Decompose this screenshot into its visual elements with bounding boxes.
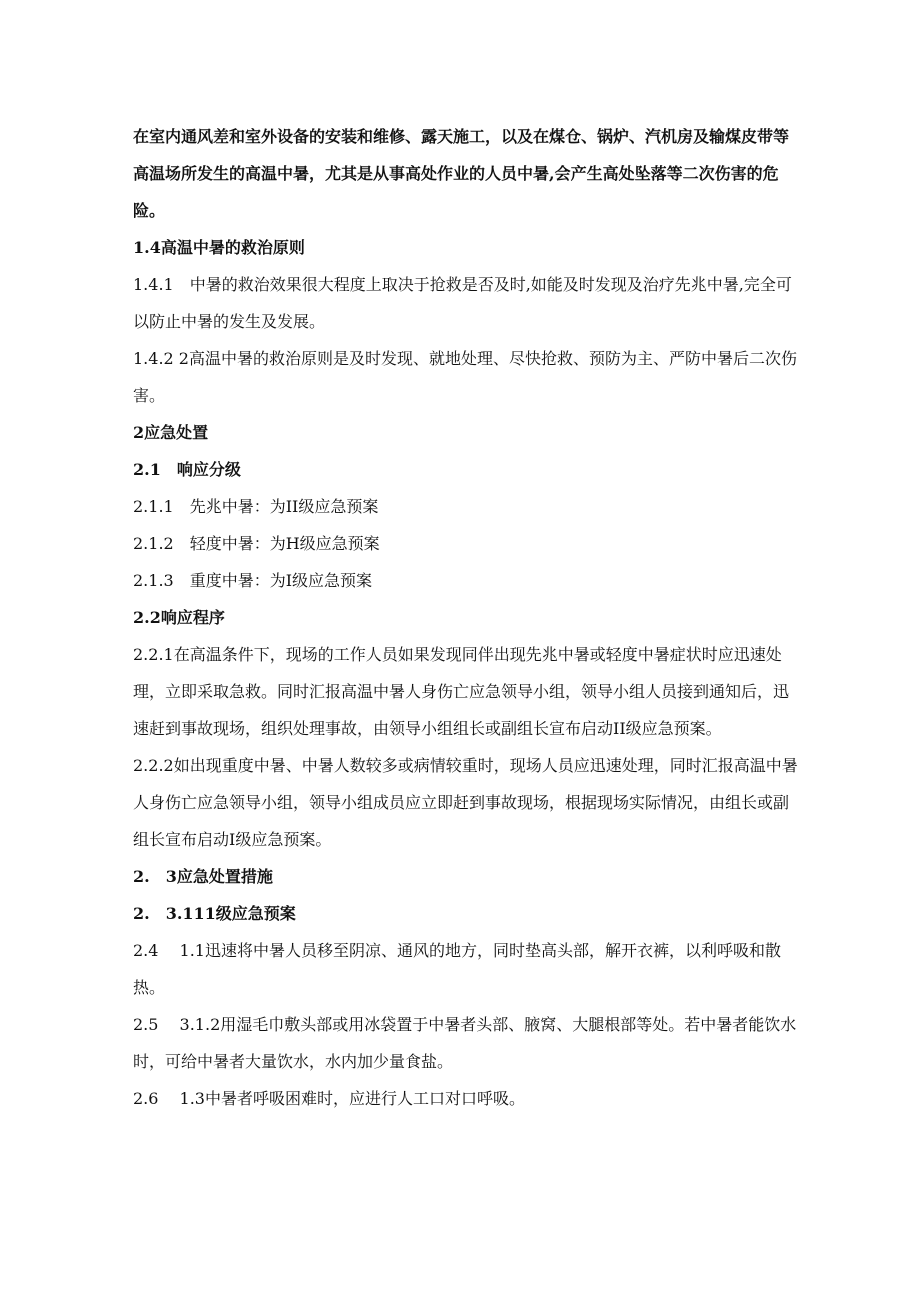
paragraph-2-6: 2.6 1.3中暑者呼吸困难时，应进行人工口对口呼吸。: [133, 1089, 525, 1108]
paragraph-2-1-1: 2.1.1 先兆中暑：为II级应急预案: [133, 497, 379, 516]
document-body: [133, 118, 803, 1117]
heading-2-2: 2.2响应程序: [133, 608, 225, 627]
paragraph-2-1-2: 2.1.2 轻度中暑：为H级应急预案: [133, 534, 380, 553]
paragraph-2-4: 2.4 1.1迅速将中暑人员移至阴凉、通风的地方，同时垫高头部，解开衣裤，以利呼吸和散热。: [133, 941, 781, 997]
paragraph-intro: 在室内通风差和室外设备的安装和维修、露天施工，以及在煤仓、锅炉、汽机房及输煤皮带等高温场所发生的高温中暑，尤其是从事高处作业的人员中暑,会产生高处坠落等二次伤害的危险。: [133, 127, 790, 220]
paragraph-2-2-2: 2.2.2如出现重度中暑、中暑人数较多或病情较重时，现场人员应迅速处理，同时汇报高温中暑人身伤亡应急领导小组，领导小组成员应立即赶到事故现场，根据现场实际情况，由组长或副组长宣布启动I级应急预案。: [133, 756, 798, 849]
heading-1-4: 1.4高温中暑的救治原则: [133, 238, 305, 257]
paragraph-2-1-3: 2.1.3 重度中暑：为I级应急预案: [133, 571, 373, 590]
paragraph-1-4-2: 1.4.2 2高温中暑的救治原则是及时发现、就地处理、尽快抢救、预防为主、严防中暑后二次伤害。: [133, 349, 797, 405]
heading-2: 2应急处置: [133, 423, 209, 442]
paragraph-1-4-1: 1.4.1 中暑的救治效果很大程度上取决于抢救是否及时,如能及时发现及治疗先兆中暑,完全可以防止中暑的发生及发展。: [133, 275, 792, 331]
paragraph-2-5: 2.5 3.1.2用湿毛巾敷头部或用冰袋置于中暑者头部、腋窝、大腿根部等处。若中暑者能饮水时，可给中暑者大量饮水，水内加少量食盐。: [133, 1015, 797, 1071]
heading-2-3: 2. 3应急处置措施: [133, 867, 273, 886]
heading-2-3-1: 2. 3.111级应急预案: [133, 904, 296, 923]
heading-2-1: 2.1 响应分级: [133, 460, 241, 479]
paragraph-2-2-1: 2.2.1在高温条件下，现场的工作人员如果发现同伴出现先兆中暑或轻度中暑症状时应迅速处理，立即采取急救。同时汇报高温中暑人身伤亡应急领导小组，领导小组人员接到通知后，迅速赶到事故现场，组织处理事故，由领导小组组长或副组长宣布启动II级应急预案。: [133, 645, 790, 738]
